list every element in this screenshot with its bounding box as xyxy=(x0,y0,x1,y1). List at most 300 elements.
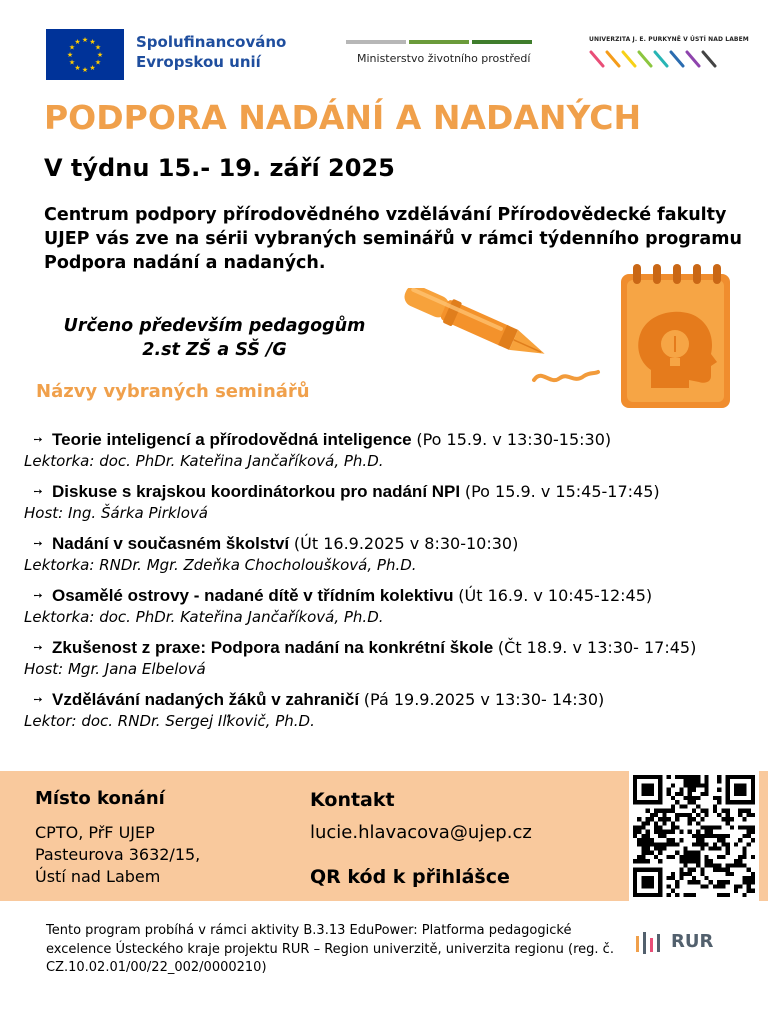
qr-module xyxy=(751,825,755,829)
qr-module xyxy=(717,796,721,800)
qr-module xyxy=(713,842,717,846)
venue-line3: Ústí nad Labem xyxy=(35,867,161,886)
qr-module xyxy=(717,847,721,851)
qr-module xyxy=(646,817,650,821)
qr-module xyxy=(747,880,751,884)
qr-module xyxy=(734,859,738,863)
qr-module xyxy=(705,779,709,783)
qr-module xyxy=(667,855,671,859)
qr-module xyxy=(633,859,637,863)
eu-star-icon: ★ xyxy=(94,59,102,67)
seminar-time: (Po 15.9. v 13:30-15:30) xyxy=(416,430,612,449)
qr-module xyxy=(700,783,704,787)
qr-module xyxy=(650,851,654,855)
qr-module xyxy=(658,825,662,829)
qr-module xyxy=(742,847,746,851)
qr-module xyxy=(667,884,671,888)
intro-text: Centrum podpory přírodovědného vzdělávání Přírodovědecké fakulty UJEP vás zve na sérii vybraných seminářů v rámci týdenního programu Podpora nadání a nadaných. xyxy=(44,205,742,273)
qr-module xyxy=(705,834,709,838)
qr-code-icon xyxy=(629,771,759,901)
university-stripe xyxy=(639,52,651,66)
qr-module xyxy=(717,834,721,838)
qr-module xyxy=(700,868,704,872)
qr-module xyxy=(641,851,645,855)
qr-module xyxy=(688,830,692,834)
qr-module xyxy=(709,863,713,867)
qr-module xyxy=(717,825,721,829)
qr-module xyxy=(679,813,683,817)
qr-module xyxy=(713,884,717,888)
qr-module xyxy=(688,880,692,884)
qr-module xyxy=(738,809,742,813)
qr-module xyxy=(658,847,662,851)
qr-module xyxy=(700,809,704,813)
qr-module xyxy=(637,825,641,829)
seminar-item xyxy=(24,688,754,740)
seminar-time: (Út 16.9.2025 v 8:30-10:30) xyxy=(293,534,519,553)
qr-module xyxy=(650,838,654,842)
qr-module xyxy=(705,825,709,829)
seminar-item xyxy=(24,636,754,688)
qr-module xyxy=(713,868,717,872)
qr-module xyxy=(734,842,738,846)
eu-logo-line2: Evropskou unií xyxy=(136,53,261,71)
qr-module xyxy=(688,872,692,876)
qr-module xyxy=(671,825,675,829)
audience-line1: Určeno především pedagogům xyxy=(63,316,366,336)
qr-module xyxy=(751,872,755,876)
qr-module xyxy=(646,809,650,813)
qr-module xyxy=(717,838,721,842)
seminar-title: Teorie inteligencí a přírodovědná inteligence xyxy=(52,430,412,449)
qr-module xyxy=(658,851,662,855)
qr-module xyxy=(658,817,662,821)
contact-label: Kontakt xyxy=(310,789,395,811)
eu-star-icon: ★ xyxy=(81,67,89,74)
qr-module xyxy=(696,796,700,800)
qr-module xyxy=(705,863,709,867)
qr-module xyxy=(667,792,671,796)
qr-module xyxy=(654,809,658,813)
university-stripe xyxy=(655,52,667,66)
rur-logo-text: RUR xyxy=(671,931,714,952)
qr-module xyxy=(751,889,755,893)
qr-module xyxy=(692,834,696,838)
seminar-lecturer: Lektorka: doc. PhDr. Kateřina Jančaříková, Ph.D. xyxy=(24,452,384,470)
seminar-title: Nadání v současném školství xyxy=(52,534,290,553)
qr-module xyxy=(688,779,692,783)
qr-module xyxy=(747,809,751,813)
qr-module xyxy=(705,884,709,888)
qr-module xyxy=(671,783,675,787)
qr-module xyxy=(667,788,671,792)
qr-module xyxy=(646,847,650,851)
qr-module xyxy=(667,830,671,834)
qr-module xyxy=(679,876,683,880)
qr-module xyxy=(700,872,704,876)
qr-module xyxy=(679,788,683,792)
qr-module xyxy=(713,863,717,867)
eu-star-icon: ★ xyxy=(68,44,76,52)
qr-module xyxy=(641,855,645,859)
qr-module xyxy=(688,775,692,779)
qr-module xyxy=(696,863,700,867)
qr-module xyxy=(675,884,679,888)
qr-module xyxy=(633,825,637,829)
qr-module xyxy=(662,817,666,821)
qr-module xyxy=(667,775,671,779)
qr-module xyxy=(683,813,687,817)
qr-module xyxy=(700,817,704,821)
qr-module xyxy=(696,842,700,846)
qr-module xyxy=(734,884,738,888)
qr-module xyxy=(721,838,725,842)
qr-module xyxy=(679,830,683,834)
eu-star-icon: ★ xyxy=(74,39,81,47)
seminar-time: (Po 15.9. v 15:45-17:45) xyxy=(464,482,660,501)
eu-star-icon: ★ xyxy=(89,39,96,47)
university-stripe xyxy=(703,52,715,66)
qr-module xyxy=(637,838,641,842)
qr-module xyxy=(696,821,700,825)
qr-module xyxy=(717,813,721,817)
qr-module xyxy=(683,779,687,783)
qr-module xyxy=(713,804,717,808)
qr-module xyxy=(679,868,683,872)
ministry-logo-bars xyxy=(346,40,532,44)
venue-label: Místo konání xyxy=(35,788,165,809)
qr-module xyxy=(654,813,658,817)
seminar-list xyxy=(24,428,754,740)
qr-module xyxy=(646,830,650,834)
qr-module xyxy=(654,830,658,834)
qr-module xyxy=(747,889,751,893)
arrow-bullet-icon: ➙ xyxy=(33,589,43,602)
qr-module xyxy=(742,834,746,838)
qr-module xyxy=(662,830,666,834)
qr-module xyxy=(696,779,700,783)
audience-line2: 2.st ZŠ a SŠ /G xyxy=(142,340,287,360)
qr-module xyxy=(692,851,696,855)
qr-module xyxy=(742,825,746,829)
qr-module xyxy=(721,817,725,821)
qr-module xyxy=(683,859,687,863)
seminar-time: (Út 16.9. v 10:45-12:45) xyxy=(458,586,653,605)
qr-module xyxy=(717,800,721,804)
qr-module xyxy=(650,813,654,817)
seminar-title: Zkušenost z praxe: Podpora nadání na konkrétní škole xyxy=(52,638,494,657)
qr-module xyxy=(696,775,700,779)
qr-module xyxy=(654,847,658,851)
qr-module xyxy=(671,842,675,846)
qr-module xyxy=(675,880,679,884)
qr-module xyxy=(662,834,666,838)
eu-star-icon: ★ xyxy=(89,64,96,72)
qr-module xyxy=(705,783,709,787)
qr-module xyxy=(637,855,641,859)
eu-star-icon: ★ xyxy=(66,52,74,59)
qr-module xyxy=(717,893,721,897)
seminar-title: Diskuse s krajskou koordinátorkou pro nadání NPI xyxy=(52,482,461,501)
qr-module xyxy=(700,834,704,838)
qr-module xyxy=(742,851,746,855)
qr-module xyxy=(726,847,730,851)
qr-module xyxy=(683,872,687,876)
qr-module xyxy=(662,813,666,817)
qr-module xyxy=(688,821,692,825)
qr-module xyxy=(671,889,675,893)
qr-module xyxy=(696,834,700,838)
qr-module xyxy=(747,868,751,872)
qr-module xyxy=(751,813,755,817)
qr-module xyxy=(679,804,683,808)
qr-module xyxy=(688,851,692,855)
qr-module xyxy=(709,847,713,851)
eu-stars xyxy=(46,29,124,80)
qr-module xyxy=(742,876,746,880)
qr-module xyxy=(637,830,641,834)
eu-logo-line1: Spolufinancováno xyxy=(136,33,287,51)
qr-module xyxy=(641,859,645,863)
qr-module xyxy=(721,809,725,813)
qr-module xyxy=(730,825,734,829)
seminars-heading: Názvy vybraných seminářů xyxy=(36,381,310,402)
qr-module xyxy=(675,842,679,846)
qr-module xyxy=(730,863,734,867)
qr-module xyxy=(751,880,755,884)
qr-module xyxy=(641,876,654,889)
qr-module xyxy=(683,863,687,867)
qr-module xyxy=(726,834,730,838)
qr-module xyxy=(692,809,696,813)
qr-module xyxy=(705,792,709,796)
qr-module xyxy=(688,792,692,796)
qr-module xyxy=(730,817,734,821)
qr-module xyxy=(688,893,692,897)
qr-module xyxy=(679,792,683,796)
qr-module xyxy=(658,809,662,813)
qr-module xyxy=(751,838,755,842)
qr-module xyxy=(726,868,730,872)
qr-module xyxy=(646,851,650,855)
qr-module xyxy=(683,851,687,855)
seminar-item xyxy=(24,480,754,532)
qr-module xyxy=(700,825,704,829)
qr-module xyxy=(688,855,692,859)
seminar-lecturer: Lektorka: RNDr. Mgr. Zdeňka Chocholoušková, Ph.D. xyxy=(24,556,417,574)
qr-module xyxy=(654,825,658,829)
qr-module xyxy=(692,775,696,779)
qr-module xyxy=(675,800,679,804)
qr-module xyxy=(675,817,679,821)
qr-module xyxy=(721,884,725,888)
seminar-time: (Pá 19.9.2025 v 13:30- 14:30) xyxy=(363,690,605,709)
qr-module xyxy=(658,834,662,838)
qr-module xyxy=(675,775,679,779)
qr-module xyxy=(742,893,746,897)
qr-module xyxy=(747,842,751,846)
arrow-bullet-icon: ➙ xyxy=(33,537,43,550)
eu-star-icon: ★ xyxy=(96,52,104,59)
venue-line1: CPTO, PřF UJEP xyxy=(35,823,155,842)
fountain-pen-icon xyxy=(392,288,604,398)
seminar-lecturer: Lektorka: doc. PhDr. Kateřina Jančaříková, Ph.D. xyxy=(24,608,384,626)
qr-module xyxy=(713,834,717,838)
arrow-bullet-icon: ➙ xyxy=(33,433,43,446)
qr-module xyxy=(646,834,650,838)
qr-module xyxy=(654,855,658,859)
qr-module xyxy=(683,855,687,859)
qr-module xyxy=(692,859,696,863)
qr-module xyxy=(675,825,679,829)
qr-module xyxy=(692,876,696,880)
qr-code-graphic xyxy=(633,775,755,897)
qr-module xyxy=(641,838,645,842)
qr-module xyxy=(637,842,641,846)
qr-module xyxy=(747,830,751,834)
qr-module xyxy=(717,855,721,859)
seminar-lecturer: Lektor: doc. RNDr. Sergej Iľkovič, Ph.D. xyxy=(24,712,315,730)
qr-module xyxy=(671,872,675,876)
seminar-title: Osamělé ostrovy - nadané dítě v třídním kolektivu xyxy=(52,586,454,605)
qr-module xyxy=(662,847,666,851)
qr-module xyxy=(671,804,675,808)
qr-module xyxy=(709,825,713,829)
arrow-bullet-icon: ➙ xyxy=(33,485,43,498)
qr-module xyxy=(667,817,671,821)
qr-module xyxy=(717,788,721,792)
qr-module xyxy=(696,838,700,842)
qr-module xyxy=(667,809,671,813)
qr-module xyxy=(650,842,654,846)
qr-module xyxy=(662,821,666,825)
qr-module xyxy=(641,821,645,825)
qr-module xyxy=(742,855,746,859)
qr-module xyxy=(709,834,713,838)
qr-module xyxy=(641,834,645,838)
qr-module xyxy=(747,834,751,838)
qr-module xyxy=(683,783,687,787)
qr-module xyxy=(633,834,637,838)
qr-module xyxy=(654,842,658,846)
qr-module xyxy=(692,800,696,804)
qr-module xyxy=(688,796,692,800)
contact-email: lucie.hlavacova@ujep.cz xyxy=(310,822,532,843)
qr-module xyxy=(688,859,692,863)
qr-module xyxy=(692,783,696,787)
qr-module xyxy=(713,825,717,829)
venue-line2: Pasteurova 3632/15, xyxy=(35,845,201,864)
qr-module xyxy=(713,809,717,813)
qr-module xyxy=(738,863,742,867)
qr-module xyxy=(683,804,687,808)
qr-module xyxy=(692,779,696,783)
university-stripe xyxy=(671,52,683,66)
qr-module xyxy=(692,893,696,897)
qr-module xyxy=(721,880,725,884)
qr-module xyxy=(667,838,671,842)
qr-module xyxy=(747,813,751,817)
qr-module xyxy=(692,868,696,872)
qr-module xyxy=(683,775,687,779)
qr-module xyxy=(683,796,687,800)
qr-module xyxy=(671,796,675,800)
qr-module xyxy=(721,842,725,846)
qr-module xyxy=(717,868,721,872)
qr-module xyxy=(658,842,662,846)
qr-module xyxy=(709,880,713,884)
qr-module xyxy=(688,817,692,821)
qr-module xyxy=(705,876,709,880)
qr-module xyxy=(679,859,683,863)
eu-star-icon: ★ xyxy=(81,37,89,44)
qr-module xyxy=(641,825,645,829)
qr-module xyxy=(696,851,700,855)
qr-module xyxy=(713,847,717,851)
university-stripe xyxy=(687,52,699,66)
qr-module xyxy=(717,880,721,884)
ministry-bar-1 xyxy=(346,40,406,44)
qr-module xyxy=(705,855,709,859)
qr-module xyxy=(721,855,725,859)
page-title: PODPORA NADÁNÍ A NADANÝCH xyxy=(44,98,642,137)
university-stripe xyxy=(623,52,635,66)
qr-label: QR kód k přihlášce xyxy=(310,866,510,888)
qr-module xyxy=(696,855,700,859)
qr-module xyxy=(679,838,683,842)
qr-module xyxy=(726,821,730,825)
qr-module xyxy=(721,893,725,897)
qr-module xyxy=(709,859,713,863)
qr-module xyxy=(667,876,671,880)
eu-star-icon: ★ xyxy=(74,64,81,72)
ministry-logo-text: Ministerstvo životního prostředí xyxy=(357,52,531,65)
eu-star-icon: ★ xyxy=(94,44,102,52)
qr-module xyxy=(650,817,654,821)
eu-star-icon: ★ xyxy=(68,59,76,67)
qr-module xyxy=(705,809,709,813)
qr-module xyxy=(705,859,709,863)
qr-module xyxy=(683,893,687,897)
qr-module xyxy=(692,796,696,800)
qr-module xyxy=(671,821,675,825)
qr-module xyxy=(692,788,696,792)
qr-module xyxy=(692,855,696,859)
qr-module xyxy=(726,842,730,846)
qr-module xyxy=(700,884,704,888)
venue-address xyxy=(35,822,200,888)
university-stripe xyxy=(591,52,603,66)
qr-module xyxy=(688,783,692,787)
qr-module xyxy=(671,830,675,834)
qr-module xyxy=(688,813,692,817)
qr-module xyxy=(671,855,675,859)
university-logo-text: UNIVERZITA J. E. PURKYNĚ V ÚSTÍ NAD LABEM xyxy=(589,36,749,43)
qr-module xyxy=(675,851,679,855)
ministry-bar-3 xyxy=(472,40,532,44)
qr-module xyxy=(726,872,730,876)
qr-module xyxy=(692,880,696,884)
qr-module xyxy=(734,889,738,893)
seminar-item xyxy=(24,428,754,480)
qr-module xyxy=(705,775,709,779)
notepad-lightbulb-icon xyxy=(619,262,732,410)
event-week: V týdnu 15.- 19. září 2025 xyxy=(44,154,395,182)
qr-module xyxy=(667,842,671,846)
qr-module xyxy=(671,876,675,880)
qr-module xyxy=(696,859,700,863)
qr-module xyxy=(726,809,730,813)
